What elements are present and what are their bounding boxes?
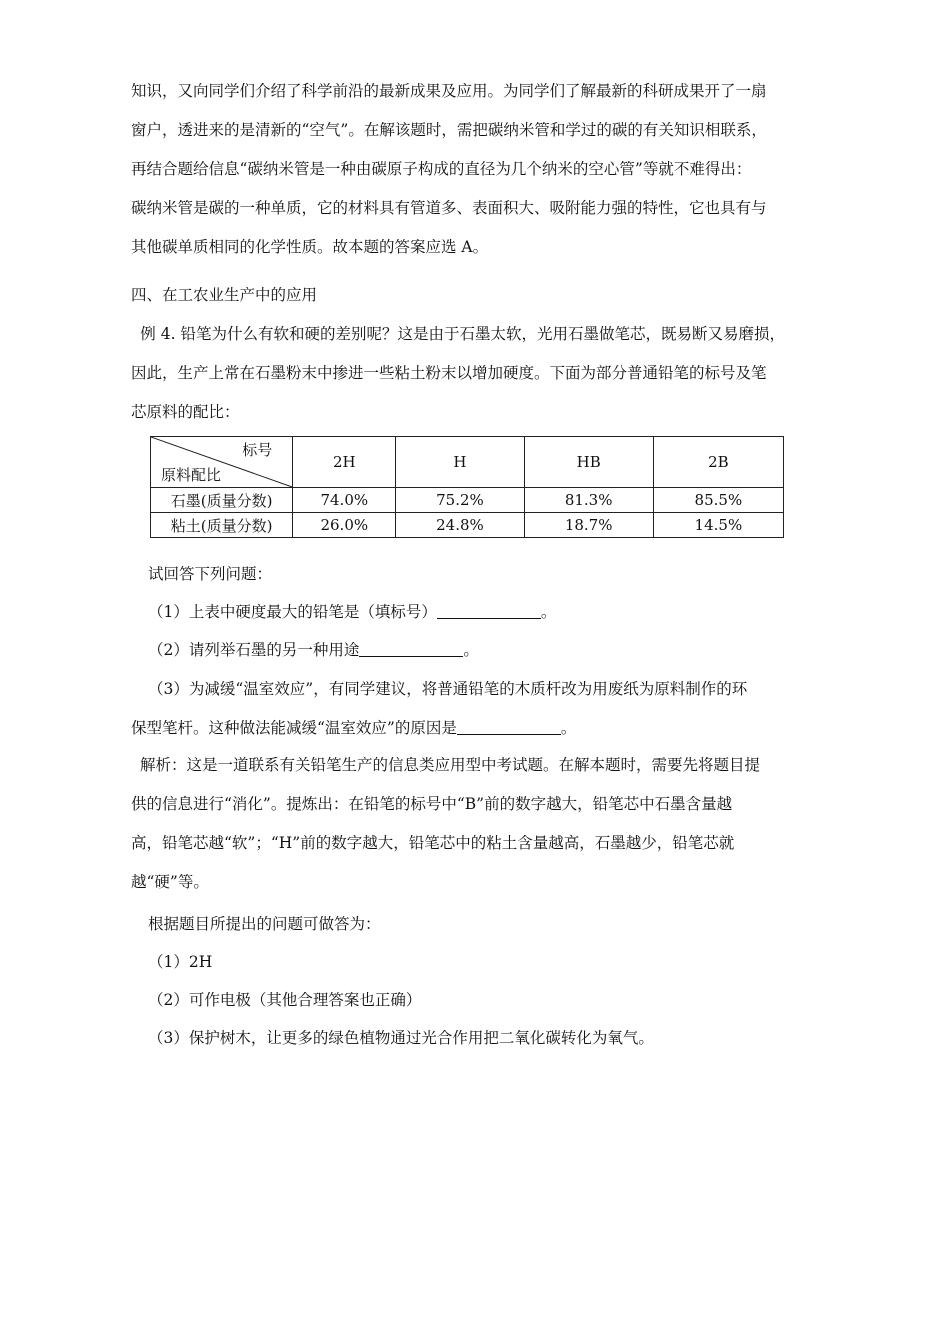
intro-line: 碳纳米管是碳的一种单质，它的材料具有管道多、表面积大、吸附能力强的特性，它也具有与 [131,199,767,217]
example-paragraph [131,315,821,432]
column-header: HB [524,437,653,488]
row-label: 石墨(质量分数) [151,488,293,513]
table-cell: 81.3% [524,488,653,513]
column-header: 2B [653,437,783,488]
answers-intro: 根据题目所提出的问题可做答为： [148,915,381,933]
answer-blank [437,604,541,619]
table-cell: 85.5% [653,488,783,513]
question-2 [131,631,821,670]
table-header-row [151,437,784,488]
corner-bottom-label: 原料配比 [161,466,222,484]
question-1 [131,593,821,632]
table-cell: 14.5% [653,513,783,538]
table-cell: 18.7% [524,513,653,538]
question-2-end: 。 [463,641,479,659]
answer-2: （2）可作电极（其他合理答案也正确） [148,991,422,1009]
table-cell: 74.0% [293,488,396,513]
intro-line: 窗户，透进来的是清新的“空气”。在解该题时，需把碳纳米管和学过的碳的有关知识相联系， [131,121,767,139]
question-3 [131,670,821,748]
pencil-ratio-table [150,436,784,538]
table-cell: 75.2% [396,488,524,513]
column-header: H [396,437,524,488]
question-2-text: （2）请列举石墨的另一种用途 [148,641,360,659]
question-3-line: （3）为减缓“温室效应”，有同学建议，将普通铅笔的木质杆改为用废纸为原料制作的环 [148,680,748,698]
row-label: 粘土(质量分数) [151,513,293,538]
question-3-line2 [131,709,821,748]
intro-line: 其他碳单质相同的化学性质。故本题的答案应选 A。 [131,238,489,256]
table-row [151,488,784,513]
analysis-line: 越“硬”等。 [131,873,209,891]
column-header: 2H [293,437,396,488]
analysis-line: 解析：这是一道联系有关铅笔生产的信息类应用型中考试题。在解本题时，需要先将题目提 [140,756,761,774]
analysis-line: 高，铅笔芯越“软”；“H”前的数字越大，铅笔芯中的粘土含量越高，石墨越少，铅笔芯就 [131,834,735,852]
example-line: 芯原料的配比： [131,403,240,421]
section-heading: 四、在工农业生产中的应用 [131,286,318,304]
corner-top-label: 标号 [242,441,273,459]
answer-1: （1）2H [148,953,213,971]
example-line: 因此，生产上常在石墨粉末中掺进一些粘土粉末以增加硬度。下面为部分普通铅笔的标号及笔 [131,364,767,382]
analysis-paragraph [131,746,821,902]
table-corner-cell [151,437,293,488]
table-row [151,513,784,538]
intro-line: 知识，又向同学们介绍了科学前沿的最新成果及应用。为同学们了解最新的科研成果开了一扇 [131,82,767,100]
table-cell: 24.8% [396,513,524,538]
answer-blank [457,720,561,735]
question-1-end: 。 [540,603,557,621]
table-cell: 26.0% [293,513,396,538]
intro-line: 再结合题给信息“碳纳米管是一种由碳原子构成的直径为几个纳米的空心管”等就不难得出： [131,160,752,178]
questions-intro: 试回答下列问题： [148,565,273,583]
question-3-text: 保型笔杆。这种做法能减缓“温室效应”的原因是 [131,719,457,737]
intro-paragraph [131,72,821,267]
answer-3: （3）保护树木，让更多的绿色植物通过光合作用把二氧化碳转化为氧气。 [148,1029,654,1047]
question-3-end: 。 [560,719,577,737]
example-line: 例 4. 铅笔为什么有软和硬的差别呢？这是由于石墨太软，光用石墨做笔芯，既易断又易磨损， [140,325,785,343]
analysis-line: 供的信息进行“消化”。提炼出：在铅笔的标号中“B”前的数字越大，铅笔芯中石墨含量越 [131,795,733,813]
question-1-text: （1）上表中硬度最大的铅笔是（填标号） [148,603,437,621]
answer-blank [359,642,463,657]
